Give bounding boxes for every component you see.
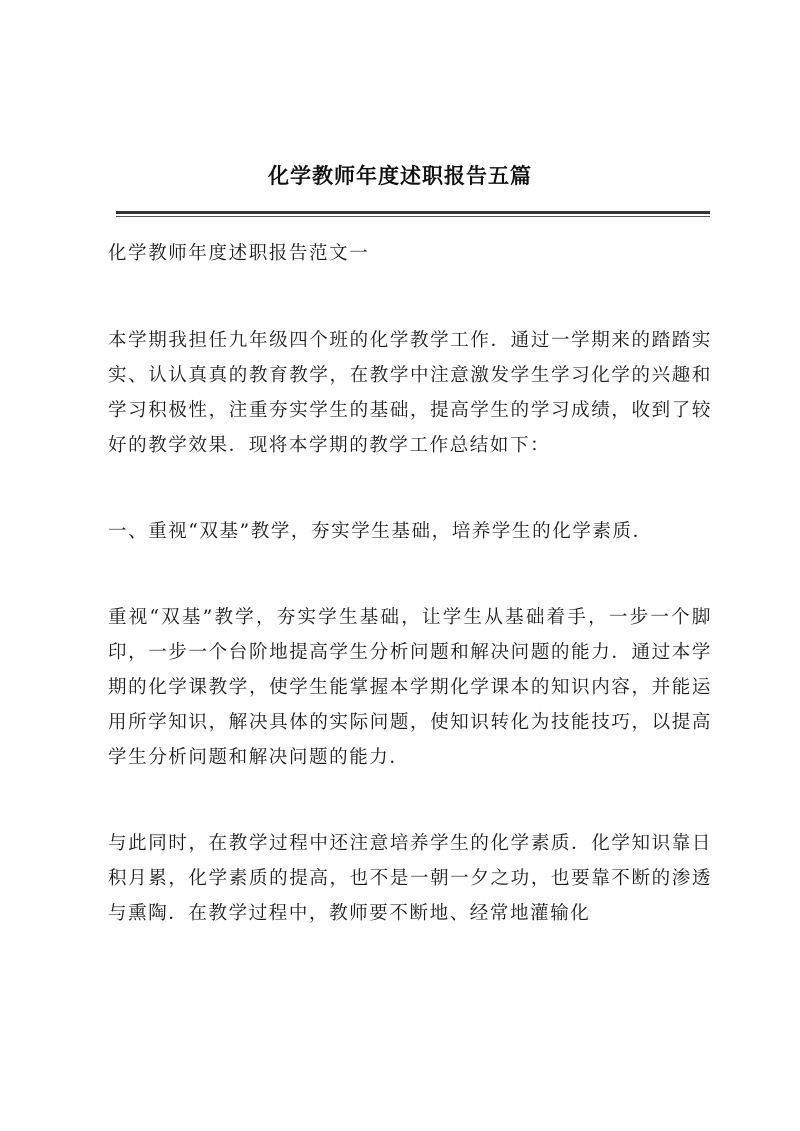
paragraph: 重视“双基”教学，夯实学生基础，让学生从基础着手，一步一个脚印，一步一个台阶地提高学生分析问题和解决问题的能力．通过本学期的化学课教学，使学生能掌握本学期化学课本的知识内容，并能运用所学知识，解决具体的实际问题，使知识转化为技能技巧，以提高学生分析问题和解决问题的能力． xyxy=(108,607,712,768)
paragraph: 与此同时，在教学过程中还注意培养学生的化学素质．化学知识靠日积月累，化学素质的提高，也不是一朝一夕之功，也要靠不断的渗透与熏陶．在教学过程中，教师要不断地、经常地灌输化 xyxy=(108,833,712,924)
title-divider xyxy=(116,211,710,214)
section-heading: 一、重视“双基”教学，夯实学生基础，培养学生的化学素质． xyxy=(108,521,653,542)
title-divider-thin xyxy=(116,216,710,217)
section-heading: 化学教师年度述职报告范文一 xyxy=(108,243,370,264)
document-title: 化学教师年度述职报告五篇 xyxy=(268,163,532,188)
document-body xyxy=(108,236,712,982)
paragraph: 本学期我担任九年级四个班的化学教学工作．通过一学期来的踏踏实实、认认真真的教育教学，在教学中注意激发学生学习化学的兴趣和学习积极性，注重夯实学生的基础，提高学生的学习成绩，收到了较好的教学效果．现将本学期的教学工作总结如下： xyxy=(108,330,712,456)
